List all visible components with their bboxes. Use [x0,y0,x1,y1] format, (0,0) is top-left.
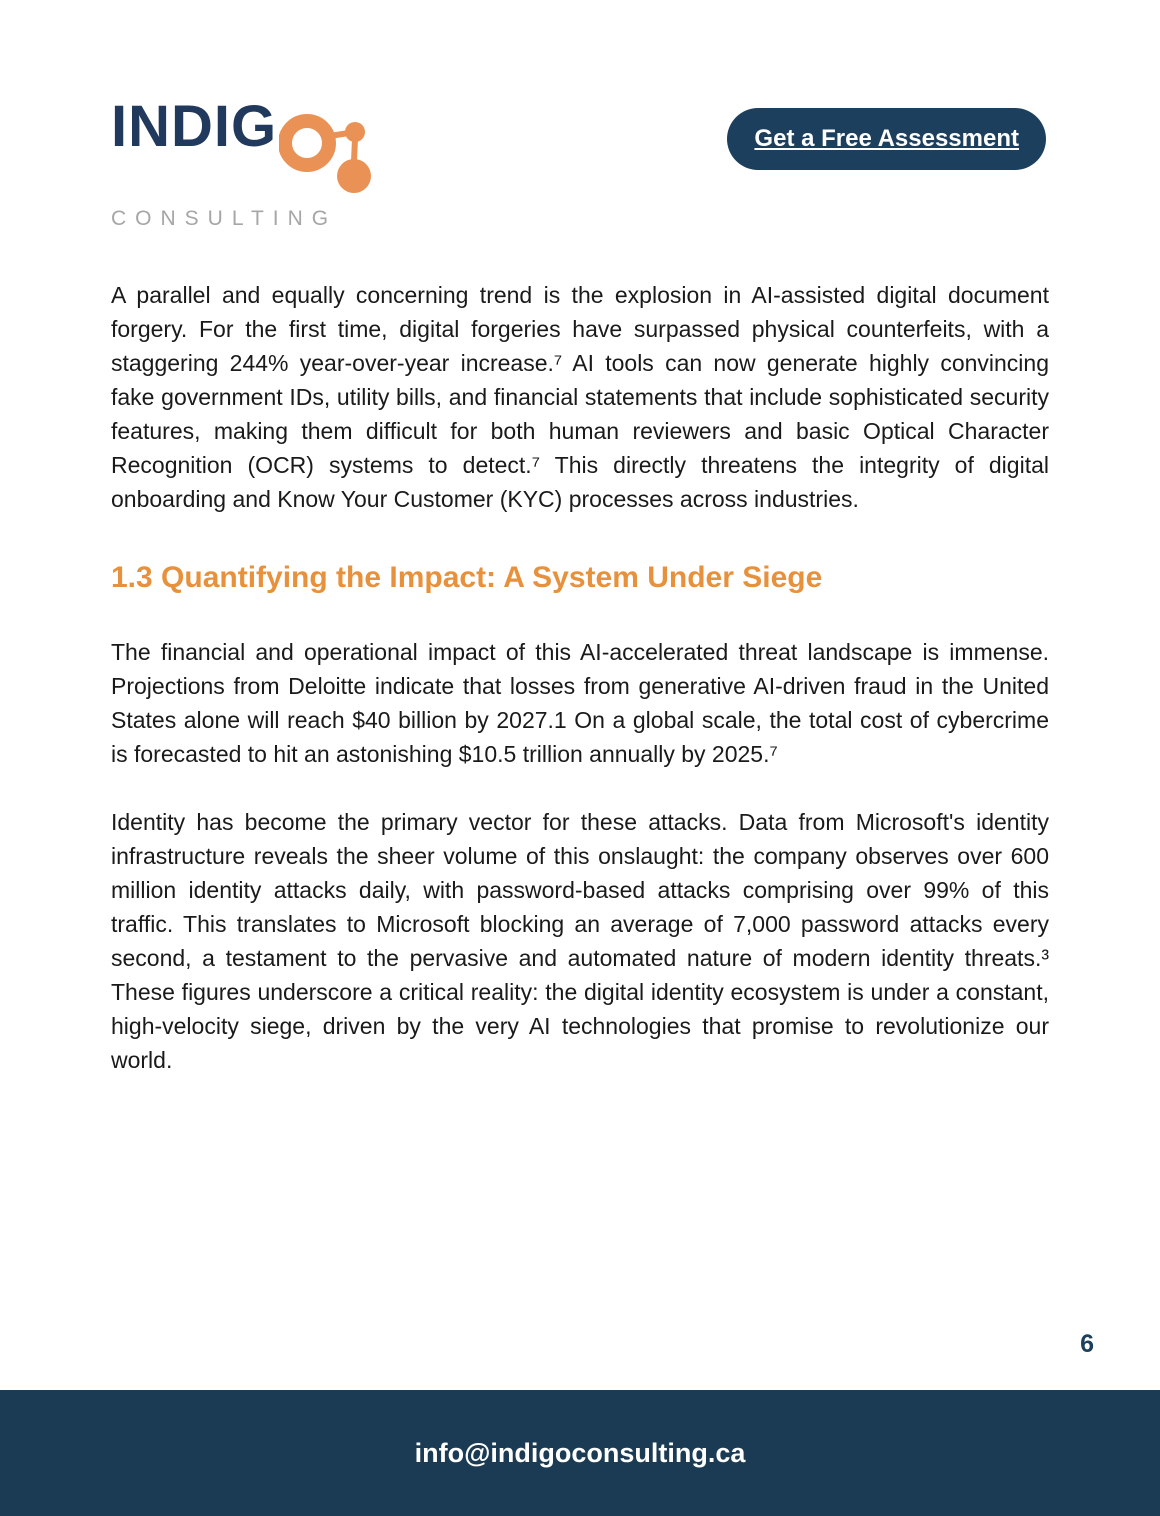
paragraph-identity-attacks: Identity has become the primary vector for these attacks. Data from Microsoft's identity infrastructure reveals the sheer volume of this onslaught: the company observes over 600 million identity attacks daily, with password-based attacks comprising over 99% of this traffic. This translates to Microsoft blocking an average of 7,000 password attacks every second, a testament to the pervasive and automated nature of modern identity threats.³ These figures underscore a critical reality: the digital identity ecosystem is under a constant, high-velocity siege, driven by the very AI technologies that promise to revolutionize our world. [111,809,1049,1073]
logo-subtitle: CONSULTING [111,207,338,230]
indigo-consulting-logo [111,95,379,230]
contact-email-link[interactable]: info@indigoconsulting.ca [414,1437,746,1468]
logo-wordmark: INDIG [111,94,278,159]
paragraph-financial-impact: The financial and operational impact of this AI-accelerated threat landscape is immense. Projections from Deloitte indicate that losses from generative AI-driven fraud in the United States alone will reach $40 billion by 2027.1 On a global scale, the total cost of cybercrime is forecasted to hit an astonishing $10.5 trillion annually by 2025.⁷ [111,639,1049,767]
logo-wordmark-row [111,95,379,206]
page-number: 6 [1080,1330,1094,1358]
section-heading-1-3: 1.3 Quantifying the Impact: A System Under Siege [111,561,823,594]
page-footer [0,1390,1160,1516]
get-free-assessment-button[interactable]: Get a Free Assessment [727,108,1046,170]
molecule-logo-icon [279,101,379,206]
page-header [111,95,1046,230]
article-body [111,278,1049,1077]
paragraph-forgery-trend: A parallel and equally concerning trend is the explosion in AI-assisted digital document forgery. For the first time, digital forgeries have surpassed physical counterfeits, with a staggering 244% year-over-year increase.⁷ AI tools can now generate highly convincing fake government IDs, utility bills, and financial statements that include sophisticated security features, making them difficult for both human reviewers and basic Optical Character Recognition (OCR) systems to detect.⁷ This directly threatens the integrity of digital onboarding and Know Your Customer (KYC) processes across industries. [111,282,1049,512]
